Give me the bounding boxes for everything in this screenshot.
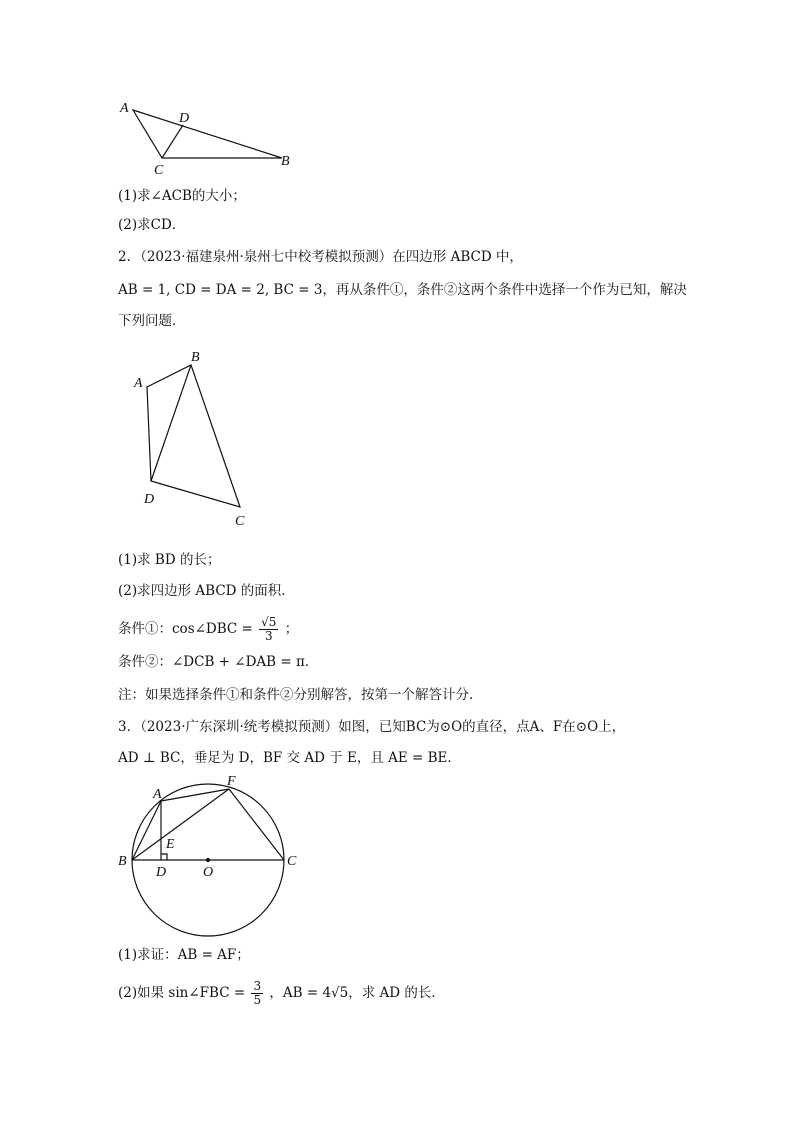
label-d: D [179, 111, 190, 126]
triangle-acb [133, 110, 282, 158]
q2-part1: (1)求 BD 的长； [118, 552, 221, 568]
label-b: B [191, 350, 200, 365]
q2-note: 注：如果选择条件①和条件②分别解答，按第一个解答计分． [118, 687, 483, 703]
figure-2-quadrilateral [125, 345, 260, 535]
right-angle-mark [161, 854, 167, 860]
label-b: B [118, 854, 127, 869]
part2-suffix: ，AB = 4√5，求 AD 的长． [269, 985, 445, 1001]
q2-part2: (2)求四边形 ABCD 的面积． [118, 583, 295, 599]
segment-ab [132, 801, 161, 860]
q2-given: AB = 1, CD = DA = 2, BC = 3，再从条件①，条件②这两个条件中选择一个作为已知，解决 [118, 282, 687, 298]
q3-line2: AD ⊥ BC，垂足为 D，BF 交 AD 于 E，且 AE = BE． [118, 750, 461, 766]
segment-bf [132, 789, 229, 860]
label-e: E [166, 837, 175, 852]
q1-part2: (2)求CD． [118, 217, 186, 233]
part2-fraction [251, 980, 263, 1007]
q1-part1: (1)求∠ACB的大小； [118, 188, 246, 204]
q2-condition-2: 条件②：∠DCB + ∠DAB = π． [118, 654, 319, 670]
label-a: A [120, 101, 129, 116]
q2-given-2: 下列问题． [118, 313, 186, 329]
label-a: A [134, 376, 143, 391]
label-c: C [235, 514, 245, 529]
figure-3-circle [112, 772, 312, 942]
fraction-denominator: 5 [253, 993, 262, 1007]
condition-1-suffix: ； [284, 621, 299, 637]
label-o: O [203, 865, 214, 880]
label-b: B [281, 154, 290, 169]
q3-part1: (1)求证：AB = AF； [118, 947, 250, 963]
q2-header: 2．（2023·福建泉州·泉州七中校考模拟预测）在四边形 ABCD 中， [118, 249, 523, 265]
segment-af [161, 789, 229, 801]
q2-condition-1 [118, 612, 298, 646]
q3-header: 3．（2023·广东深圳·统考模拟预测）如图，已知BC为⊙O的直径，点A、F在⊙O上， [118, 719, 626, 735]
center-point-o [207, 859, 210, 862]
fraction-denominator: 3 [264, 629, 273, 643]
condition-1-fraction [259, 616, 278, 643]
part2-prefix: (2)如果 sin∠FBC = [118, 985, 246, 1001]
figure-1-triangle [115, 95, 305, 180]
label-d: D [156, 865, 167, 880]
label-f: F [227, 774, 236, 789]
label-c: C [287, 854, 297, 869]
quadrilateral-abcd [147, 365, 240, 507]
label-c: C [154, 163, 164, 178]
condition-1-prefix: 条件①：cos∠DBC = [118, 621, 253, 637]
segment-cd [162, 125, 183, 158]
q3-part2 [118, 976, 445, 1010]
label-d: D [144, 492, 155, 507]
fraction-numerator: 3 [253, 979, 262, 993]
fraction-numerator: √5 [261, 615, 277, 629]
label-a: A [153, 787, 162, 802]
